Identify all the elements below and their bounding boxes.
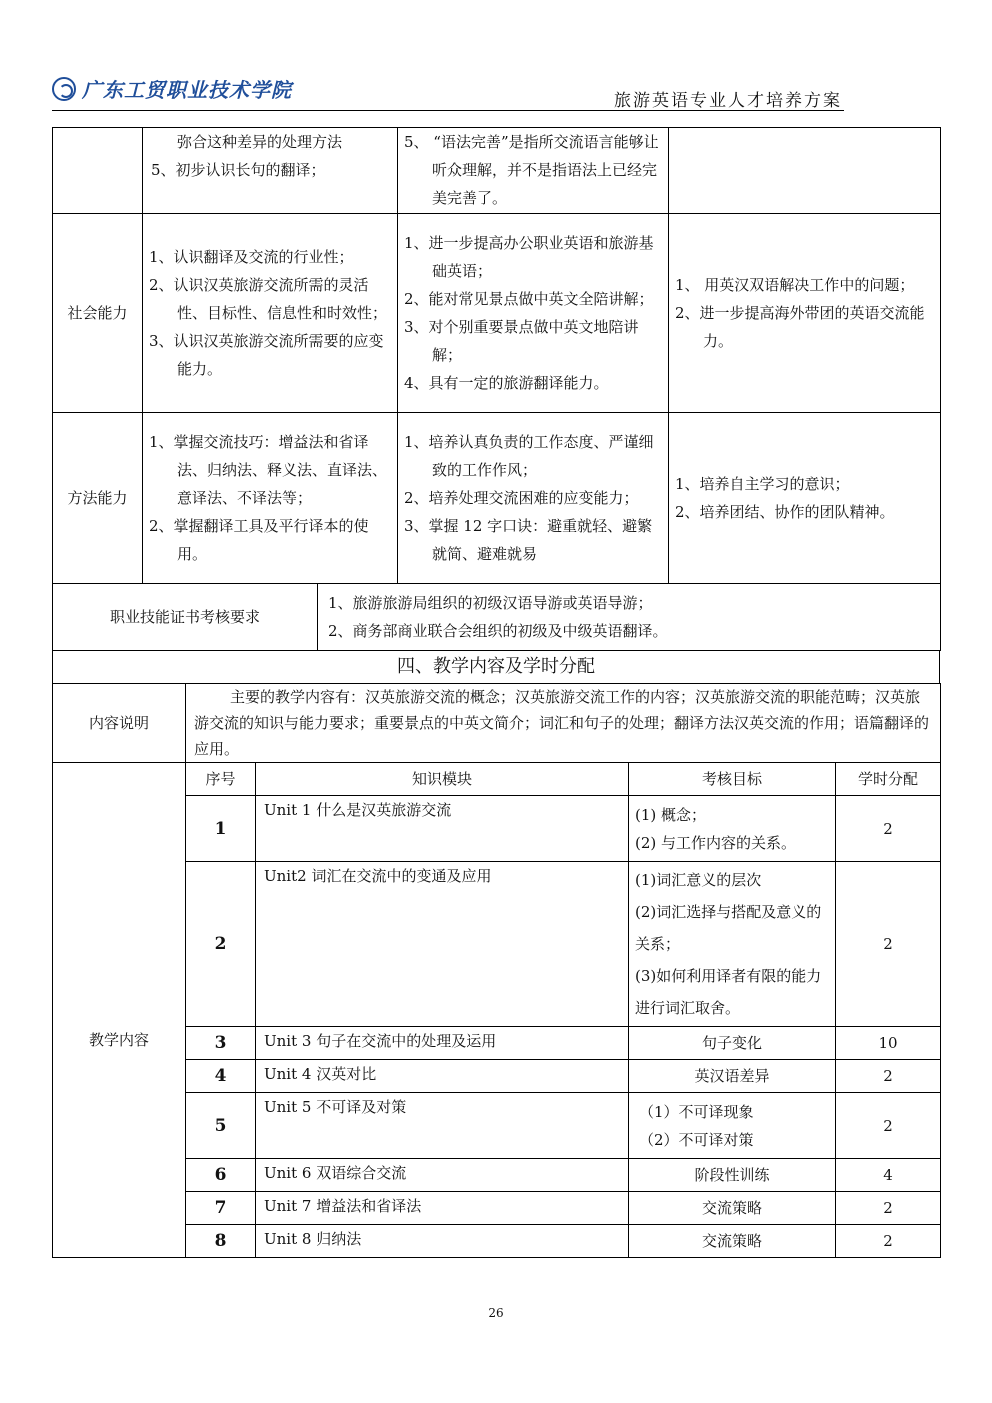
goal-item: （1）不可译现象	[639, 1102, 754, 1121]
list-item: 1、认识翻译及交流的行业性；	[149, 248, 354, 266]
list-item: 1、 用英汉双语解决工作中的问题；	[675, 276, 915, 294]
goals-cell	[629, 862, 836, 1027]
goals-cell: 英汉语差异	[629, 1060, 836, 1093]
empty-cell	[669, 128, 941, 214]
goal-item: (1) 概念；	[635, 805, 707, 824]
method-ability-label: 方法能力	[53, 413, 143, 584]
empty-cell	[53, 128, 143, 214]
goals-cell: 交流策略	[629, 1192, 836, 1225]
table-row	[53, 862, 941, 1027]
goal-item: （2）不可译对策	[639, 1130, 754, 1149]
table-header-row	[53, 763, 941, 796]
school-name: 广东工贸职业技术学院	[82, 78, 292, 102]
goal-item: (3)如何利用译者有限的能力进行词汇取舍。	[635, 967, 822, 1017]
social-ability-label: 社会能力	[53, 214, 143, 413]
row-number: 2	[186, 862, 256, 1027]
goal-item: (2)词汇选择与搭配及意义的关系；	[635, 903, 822, 953]
list-item: 1、进一步提高办公职业英语和旅游基础英语；	[404, 234, 654, 280]
paragraph: 主要的教学内容有：汉英旅游交流的概念；汉英旅游交流工作的内容；汉英旅游交流的职能范畴；汉英旅游交流的知识与能力要求；重要景点的中英文简介；词汇和句子的处理；翻译方法汉英交流的作用；语篇翻译的应用。	[194, 688, 930, 758]
method-col2	[143, 413, 398, 584]
row-number: 6	[186, 1159, 256, 1192]
row-number: 1	[186, 796, 256, 862]
school-logo	[52, 74, 292, 103]
module-cell: Unit 1 什么是汉英旅游交流	[256, 796, 629, 862]
goals-cell: 句子变化	[629, 1027, 836, 1060]
cont-col2	[143, 128, 398, 214]
goal-item: (2) 与工作内容的关系。	[635, 833, 797, 852]
list-item: 5、 “语法完善”是指所交流语言能够让听众理解，并不是指语法上已经完美完善了。	[404, 133, 659, 207]
table-row	[53, 584, 941, 651]
row-number: 7	[186, 1192, 256, 1225]
goal-item: (1)词汇意义的层次	[635, 871, 762, 889]
content-desc-table	[52, 683, 941, 763]
hours-cell: 2	[836, 1093, 941, 1159]
column-header: 考核目标	[629, 763, 836, 796]
table-row	[53, 1027, 941, 1060]
table-row	[53, 1225, 941, 1258]
content-desc-label: 内容说明	[53, 684, 186, 763]
table-row	[53, 684, 941, 763]
table-row	[53, 214, 941, 413]
module-cell: Unit 6 双语综合交流	[256, 1159, 629, 1192]
social-col3	[398, 214, 669, 413]
list-item: 1、培养自主学习的意识；	[675, 475, 850, 493]
school-emblem-icon	[52, 77, 76, 101]
module-cell: Unit2 词汇在交流中的变通及应用	[256, 862, 629, 1027]
module-cell: Unit 5 不可译及对策	[256, 1093, 629, 1159]
list-item: 3、对个别重要景点做中英文地陪讲解；	[404, 318, 639, 364]
hours-cell: 2	[836, 796, 941, 862]
ability-table	[52, 127, 941, 584]
table-row	[53, 796, 941, 862]
section-title: 四、教学内容及学时分配	[53, 651, 940, 684]
row-number: 8	[186, 1225, 256, 1258]
list-item: 2、商务部商业联合会组织的初级及中级英语翻译。	[328, 622, 668, 640]
list-item: 2、培养处理交流困难的应变能力；	[404, 489, 639, 507]
social-col4	[669, 214, 941, 413]
content-desc-text	[186, 684, 941, 763]
teaching-label: 教学内容	[53, 763, 186, 1258]
hours-cell: 2	[836, 1225, 941, 1258]
method-col3	[398, 413, 669, 584]
table-row	[53, 1192, 941, 1225]
goals-cell	[629, 796, 836, 862]
table-row	[53, 1060, 941, 1093]
hours-cell: 2	[836, 1060, 941, 1093]
social-col2	[143, 214, 398, 413]
row-number: 4	[186, 1060, 256, 1093]
list-item: 1、掌握交流技巧：增益法和省译法、归纳法、释义法、直译法、意译法、不译法等；	[149, 433, 388, 507]
list-item: 2、掌握翻译工具及平行译本的使用。	[149, 517, 369, 563]
list-item: 3、认识汉英旅游交流所需要的应变能力。	[149, 332, 384, 378]
list-item: 弥合这种差异的处理方法	[177, 133, 343, 151]
list-item: 1、培养认真负责的工作态度、严谨细致的工作作风；	[404, 433, 654, 479]
table-row	[53, 413, 941, 584]
module-cell: Unit 8 归纳法	[256, 1225, 629, 1258]
hours-cell: 2	[836, 862, 941, 1027]
header-rule	[52, 110, 844, 111]
cont-col3	[398, 128, 669, 214]
module-cell: Unit 4 汉英对比	[256, 1060, 629, 1093]
goals-cell: 阶段性训练	[629, 1159, 836, 1192]
hours-cell: 4	[836, 1159, 941, 1192]
cert-label: 职业技能证书考核要求	[53, 584, 318, 651]
list-item: 2、培养团结、协作的团队精神。	[675, 503, 895, 521]
goals-cell	[629, 1093, 836, 1159]
list-item: 5、初步认识长句的翻译；	[151, 161, 326, 179]
row-number: 5	[186, 1093, 256, 1159]
page-number: 26	[488, 1306, 504, 1320]
column-header: 学时分配	[836, 763, 941, 796]
list-item: 2、认识汉英旅游交流所需的灵活性、目标性、信息性和时效性；	[149, 276, 388, 322]
row-number: 3	[186, 1027, 256, 1060]
table-row	[53, 128, 941, 214]
table-row	[53, 1093, 941, 1159]
column-header: 知识模块	[256, 763, 629, 796]
list-item: 3、掌握 12 字口诀：避重就轻、避繁就简、避难就易	[404, 517, 653, 563]
hours-cell: 10	[836, 1027, 941, 1060]
hours-cell: 2	[836, 1192, 941, 1225]
method-col4	[669, 413, 941, 584]
cert-items	[318, 584, 941, 651]
section-title-table	[52, 650, 940, 684]
table-row	[53, 1159, 941, 1192]
list-item: 1、旅游旅游局组织的初级汉语导游或英语导游；	[328, 594, 653, 612]
list-item: 2、进一步提高海外带团的英语交流能力。	[675, 304, 925, 350]
module-cell: Unit 7 增益法和省译法	[256, 1192, 629, 1225]
module-cell: Unit 3 句子在交流中的处理及运用	[256, 1027, 629, 1060]
list-item: 2、能对常见景点做中英文全陪讲解；	[404, 290, 654, 308]
cert-table	[52, 583, 941, 651]
teaching-table	[52, 762, 941, 1258]
column-header: 序号	[186, 763, 256, 796]
list-item: 4、具有一定的旅游翻译能力。	[404, 374, 609, 392]
document-title: 旅游英语专业人才培养方案	[614, 91, 842, 111]
goals-cell: 交流策略	[629, 1225, 836, 1258]
